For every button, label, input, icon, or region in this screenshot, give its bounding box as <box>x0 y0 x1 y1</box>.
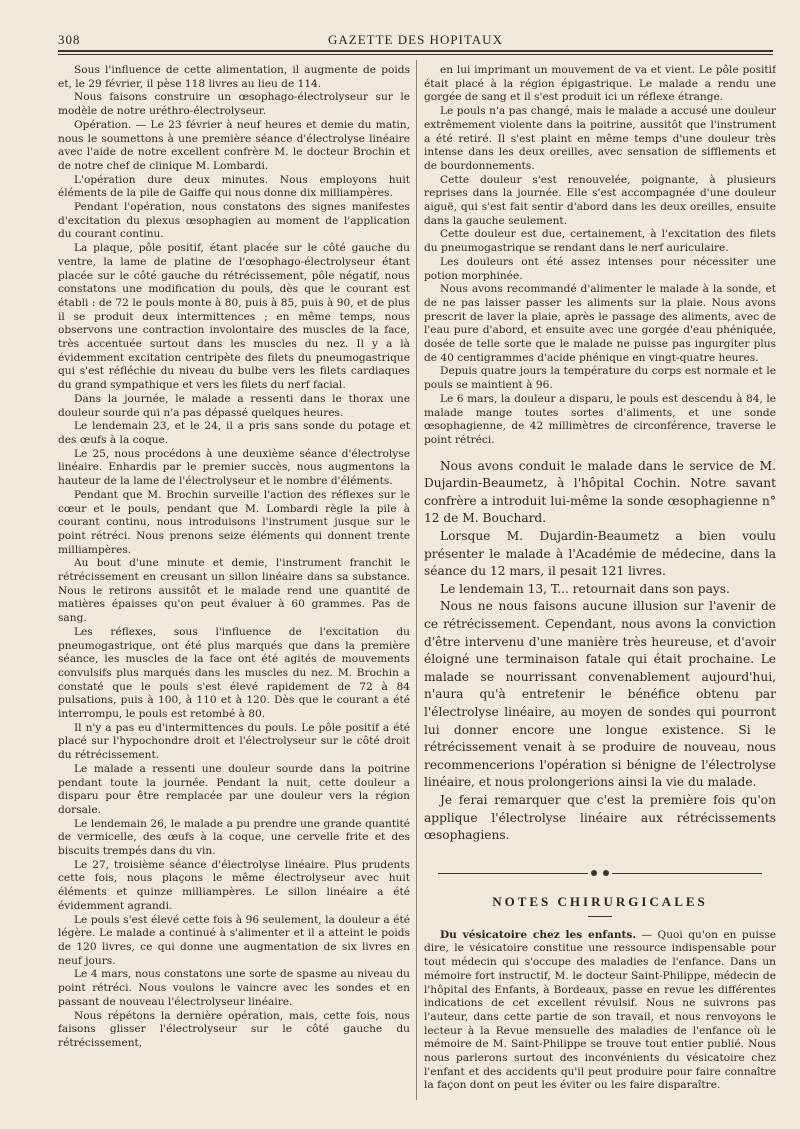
page-number: 308 <box>58 32 81 47</box>
paragraph: Je ferai remarquer que c'est la première fois qu'on applique l'électrolyse linéaire aux rétrécissements œsophagiens. <box>424 792 776 843</box>
notes-paragraph <box>424 929 776 1093</box>
paragraph: Le 6 mars, la douleur a disparu, le pouls est descendu à 84, le malade mange toutes sortes d'aliments, et une sonde œsophagienne, de 42 millimètres de circonférence, traverse le point rétréci. <box>424 392 776 446</box>
section-ornament <box>424 863 776 882</box>
paragraph: Le pouls n'a pas changé, mais le malade a accusé une douleur extrêmement violente dans la poitrine, aussitôt que l'instrument a été retiré. Il s'est plaint en même temps d'une douleur très intense dans les deux oreilles, avec sensation de sifflements et de bourdonnements. <box>424 105 776 172</box>
notes-section <box>424 929 776 1093</box>
paragraph: Le malade a ressenti une douleur sourde dans la poitrine pendant toute la journée. Pendant la nuit, cette douleur a disparu pour être remplacée par une douleur vers la région dorsale. <box>58 762 410 816</box>
right-column-continuation <box>424 64 776 448</box>
paragraph: Nous avons conduit le malade dans le service de M. Dujardin-Beaumetz, à l'hôpital Cochin. Notre savant confrère a introduit lui-même la sonde œsophagienne n° 12 de M. Bouchard. <box>424 458 776 526</box>
paragraph: Pendant l'opération, nous constatons des signes manifestes d'excitation du plexus œsophagien au moment de l'application du courant continu. <box>58 201 410 241</box>
right-column <box>424 64 776 1093</box>
paragraph: Pendant que M. Brochin surveille l'action des réflexes sur le cœur et le pouls, pendant que M. Lombardi règle la pile à courant continu, nous introduisons l'instrument jusque sur le point rétréci. Nous prenons seize éléments qui donnent trente milliampères. <box>58 488 410 556</box>
paragraph: Le lendemain 23, et le 24, il a pris sans sonde du potage et des œufs à la coque. <box>58 420 410 446</box>
paragraph: Il n'y a pas eu d'intermittences du pouls. Le pôle positif a été placé sur l'hypochondre droit et l'électrolyseur sur le côté droit du rétrécissement. <box>58 721 410 762</box>
paragraph: Nous faisons construire un œsophago-électrolyseur sur le modèle de notre uréthro-électrolyseur. <box>58 91 410 118</box>
paragraph: Le pouls s'est élevé cette fois à 96 seulement, la douleur a été légère. Le malade a continué à s'alimenter et il a atteint le poids de 120 livres, ce qui donne une augmentation de six livres en neuf jours. <box>58 913 410 967</box>
section-title-rule <box>588 916 612 917</box>
notes-text: — Quoi qu'on en puisse dire, le vésicatoire constitue une ressource indispensable pour tout médecin qui s'occupe des maladies de l'enfance. Dans un mémoire fort instructif, M. le docteur Saint-Philippe, médecin de l'hôpital des Enfants, à Bordeaux, passe en revue les différentes indications de cet excellent révulsif. Nous ne suivrons pas l'auteur, dans cette partie de son travail, et nous renvoyons le lecteur à la Revue mensuelle des maladies de l'enfance où le mémoire de M. Saint-Philippe se trouve tout entier publié. Nous nous parlerons surtout des inconvénients du vésicatoire chez l'enfant et des accidents qu'il peut produire pour faire connaître la façon dont on peut les éviter ou les faire disparaître. <box>424 928 776 1092</box>
paragraph: Cette douleur s'est renouvelée, poignante, à plusieurs reprises dans la journée. Elle s'est accompagnée d'une douleur aiguë, qui s'est fait sentir d'abord dans les deux oreilles, ensuite dans la gauche seulement. <box>424 173 776 227</box>
paragraph: Le 4 mars, nous constatons une sorte de spasme au niveau du point rétréci. Nous voulons le vaincre avec les sondes et en passant de nouveau l'électrolyseur linéaire. <box>58 968 410 1008</box>
header-rule-thin <box>58 54 773 55</box>
paragraph: Le 27, troisième séance d'électrolyse linéaire. Plus prudents cette fois, nous plaçons le même électrolyseur avec huit éléments et quinze milliampères. Le sillon linéaire a été évidemment agrandi. <box>58 858 410 912</box>
paragraph: Sous l'influence de cette alimentation, il augmente de poids et, le 29 février, il pèse 118 livres au lieu de 114. <box>58 64 410 90</box>
paragraph: Le lendemain 26, le malade a pu prendre une grande quantité de vermicelle, des œufs à la coque, une cervelle frite et des biscuits trempés dans du vin. <box>58 817 410 858</box>
section-title: NOTES CHIRURGICALES <box>492 893 708 909</box>
notes-lead: Du vésicatoire chez les enfants. <box>440 928 637 941</box>
paragraph: Cette douleur est due, certainement, à l'excitation des filets du pneumogastrique se rendant dans le nerf auriculaire. <box>424 228 776 255</box>
paragraph: Les réflexes, sous l'influence de l'excitation du pneumogastrique, ont été plus marqués que dans la première séance, les muscles de la face ont été agités de mouvements convulsifs plus marqués dans les muscles du nez. M. Brochin a constaté que le pouls s'est élevé rapidement de 72 à 84 pulsations, puis à 100, à 110 et à 120. Dès que le courant a été interrompu, le pouls est retombé à 80. <box>58 625 410 721</box>
paragraph: Depuis quatre jours la température du corps est normale et le pouls se maintient à 96. <box>424 365 776 392</box>
paragraph: Le 25, nous procédons à une deuxième séance d'électrolyse linéaire. Enhardis par le premier succès, nous augmentons la hauteur de la lame de l'électrolyseur et le nombre d'éléments. <box>58 447 410 488</box>
right-column-conclusion <box>424 458 776 845</box>
paragraph: Le lendemain 13, T... retournait dans son pays. <box>440 581 730 596</box>
left-column <box>58 64 410 1051</box>
paragraph: La plaque, pôle positif, étant placée sur le côté gauche du ventre, la lame de platine de l'œsophago-électrolyseur étant placée sur le côté gauche du rétrécissement, pôle négatif, nous constatons une modification du pouls, dès que le courant est établi : de 72 le pouls monte à 80, puis à 85, puis à 90, et de plus il se produit deux intermittences ; en même temps, nous observons une contraction involontaire des muscles de la face, très accentuée surtout dans les muscles du nez. Il y a là évidemment excitation centripète des filets du pneumogastrique qui s'est réfléchie du niveau du bulbe vers les filets cardiaques du grand sympathique et vers les filets du nerf facial. <box>58 242 410 392</box>
paragraph: Au bout d'une minute et demie, l'instrument franchit le rétrécissement en creusant un sillon linéaire dans sa substance. Nous le retirons aussitôt et le malade rend une quantité de matières épaisses qu'on peut évaluer à 60 grammes. Pas de sang. <box>58 557 410 625</box>
paragraph: Opération. — Le 23 février à neuf heures et demie du matin, nous le soumettons à une première séance d'électrolyse linéaire avec l'aide de notre excellent confrère M. le docteur Brochin et de notre chef de clinique M. Lombardi. <box>58 118 410 172</box>
page-header <box>58 28 773 50</box>
paragraph: L'opération dure deux minutes. Nous employons huit éléments de la pile de Gaiffe qui nous donne dix milliampères. <box>58 173 410 200</box>
paragraph: Les douleurs ont été assez intenses pour nécessiter une potion morphinée. <box>424 255 776 282</box>
column-divider <box>416 60 417 1100</box>
paragraph: Nous ne nous faisons aucune illusion sur l'avenir de ce rétrécissement. Cependant, nous avons la conviction d'être intervenu d'une manière très heureuse, et d'avoir éloigné une terminaison fatale qui était prochaine. Le malade se nourrissant convenablement aujourd'hui, n'aura qu'à entretenir le bénéfice obtenu par l'électrolyse linéaire, au moyen de sondes qui pourront lui donner encore une longue existence. Si le rétrécissement venait à se produire de nouveau, nous recommencerions l'opération si bénigne de l'électrolyse linéaire, et nous prolongerions ainsi la vie du malade. <box>424 599 776 790</box>
paragraph: en lui imprimant un mouvement de va et vient. Le pôle positif était placé à la région épigastrique. Le malade a rendu une gorgée de sang et il s'est produit ici un réflexe étrange. <box>424 64 776 104</box>
paragraph: Lorsque M. Dujardin-Beaumetz a bien voulu présenter le malade à l'Académie de médecine, dans la séance du 12 mars, il pesait 121 livres. <box>424 529 776 579</box>
header-rule <box>58 50 773 52</box>
paragraph: Dans la journée, le malade a ressenti dans le thorax une douleur sourde qui n'a pas dépassé quelques heures. <box>58 392 410 419</box>
paragraph: Nous répétons la dernière opération, mais, cette fois, nous faisons glisser l'électrolyseur sur le côté gauche du rétrécissement, <box>58 1009 410 1049</box>
paragraph: Nous avons recommandé d'alimenter le malade à la sonde, et de ne pas laisser passer les aliments sur la plaie. Nous avons prescrit de laver la plaie, après le passage des aliments, avec de l'eau pure d'abord, et ensuite avec une gorgée d'eau phéniquée, dosée de telle sorte que le malade ne puisse pas ingurgiter plus de 40 centigrammes d'acide phénique en vingt-quatre heures. <box>424 283 776 364</box>
publication-title: GAZETTE DES HOPITAUX <box>328 32 503 47</box>
